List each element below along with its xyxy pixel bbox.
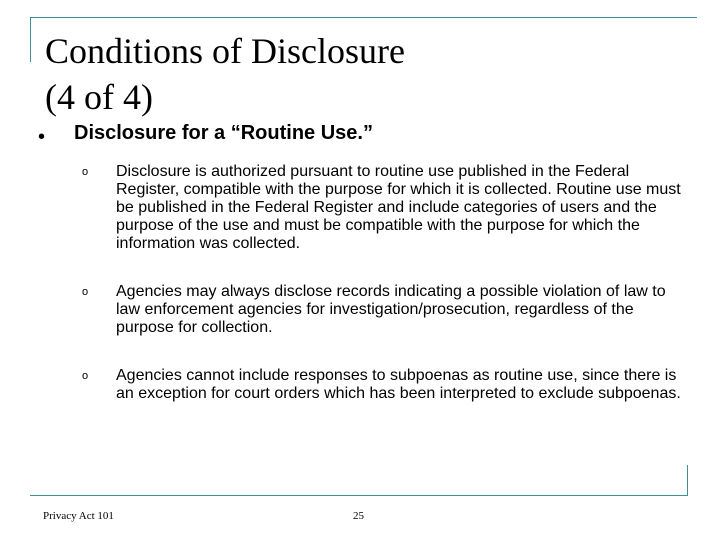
footer-page-number: 25 [353, 510, 364, 522]
list-item-text: Disclosure is authorized pursuant to routine use published in the Federal Register, compatible with the purpose for which it is collected. Routine use must be published in the Federal Register and include categories of users and the purpose of the use and must be compatible with the purpose for which the information was collected. [116, 163, 681, 252]
list-item-text: Agencies cannot include responses to subpoenas as routine use, since there is an exception for court orders which has been interpreted to exclude subpoenas. [116, 367, 681, 402]
list-item [82, 283, 682, 337]
slide-title [45, 28, 405, 120]
sub-bullet-list [82, 163, 682, 433]
frame-bottom-right-line [687, 465, 688, 496]
main-heading: Disclosure for a “Routine Use.” [74, 122, 373, 144]
slide-title-line-1: Conditions of Disclosure [45, 31, 405, 71]
sub-bullet-icon: o [82, 370, 89, 382]
list-item-text: Agencies may always disclose records indicating a possible violation of law to law enforcement agencies for investigation/prosecution, regardless of the purpose for collection. [116, 283, 666, 336]
frame-top-line [30, 17, 697, 18]
footer-course-title: Privacy Act 101 [43, 510, 114, 522]
sub-bullet-icon: o [82, 286, 89, 298]
sub-bullet-icon: o [82, 166, 89, 178]
list-item [82, 367, 682, 403]
list-item [82, 163, 682, 253]
main-bullet-icon: • [38, 126, 46, 148]
frame-left-line [30, 17, 31, 62]
frame-bottom-line [30, 495, 688, 496]
slide-title-line-2: (4 of 4) [45, 77, 153, 117]
